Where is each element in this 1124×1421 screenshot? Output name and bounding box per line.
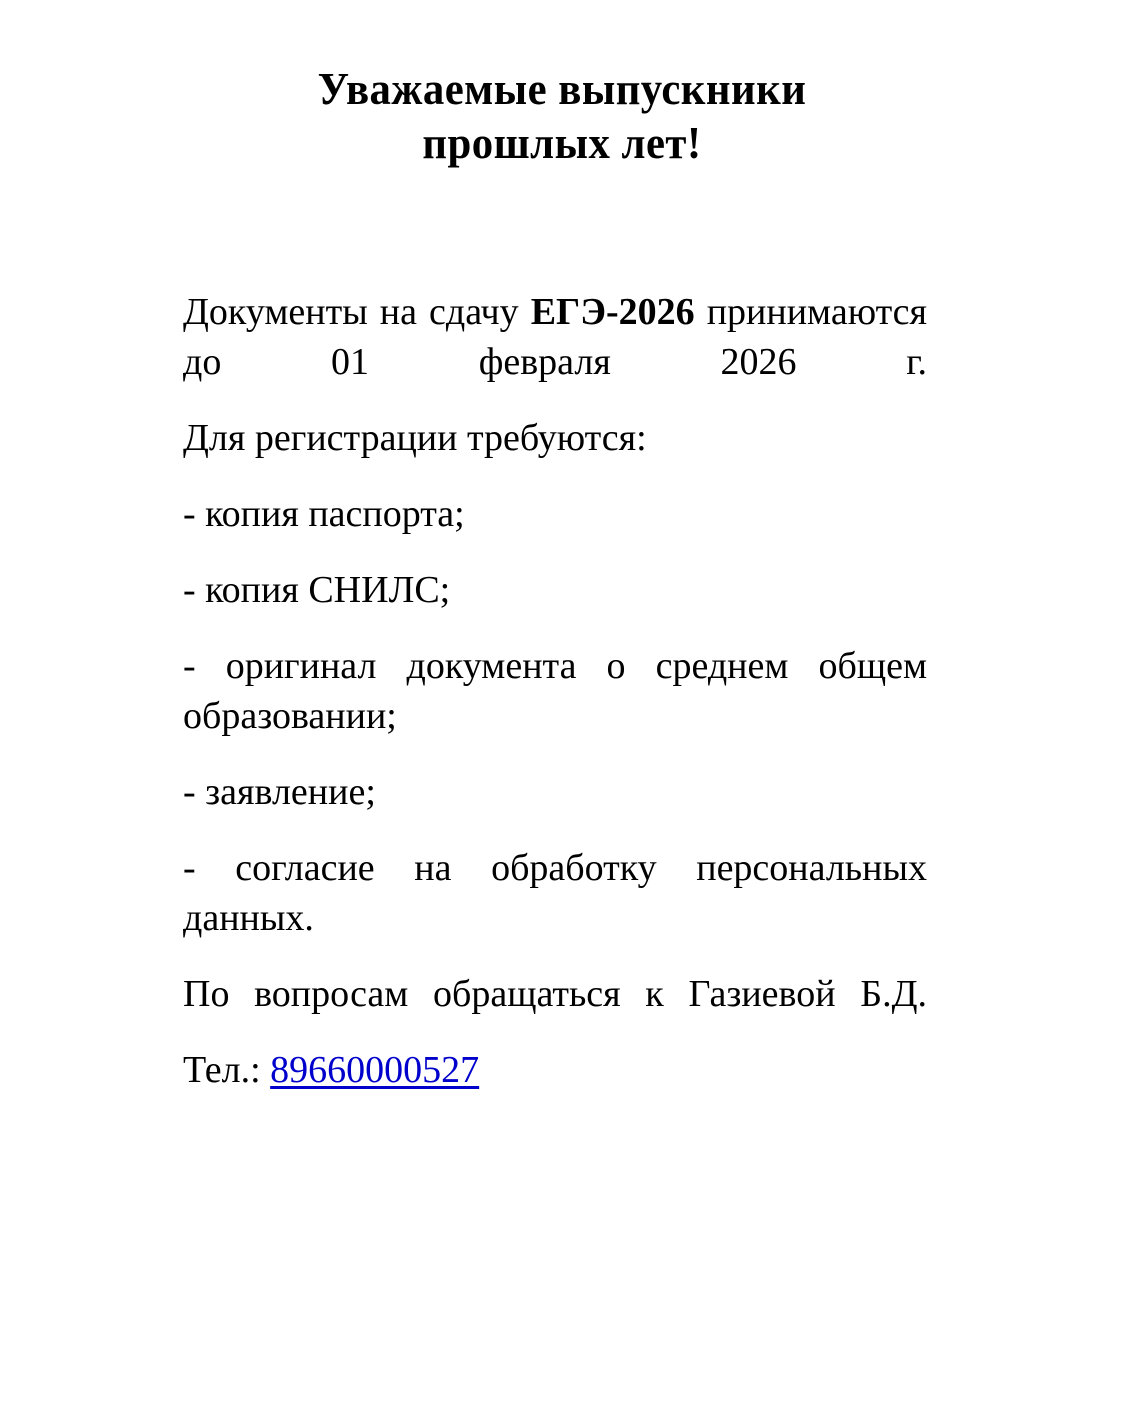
document-body (183, 287, 927, 1095)
phone-number-link[interactable]: 89660000527 (270, 1049, 480, 1091)
deadline-suffix-text: принимаются до 01 февраля 2026 г. (183, 291, 927, 383)
requirement-item-diploma: - оригинал документа о среднем общем образовании; (183, 645, 927, 737)
phone-label: Тел.: (183, 1049, 271, 1091)
exam-name-bold: ЕГЭ-2026 (530, 291, 695, 333)
page-title-line-2: прошлых лет! (422, 117, 702, 168)
requirement-item-consent: - согласие на обработку персональных данных. (183, 847, 927, 939)
requirements-heading: Для регистрации требуются: (183, 417, 647, 459)
deadline-prefix-text: Документы на сдачу (183, 291, 531, 333)
requirement-item-passport: - копия паспорта; (183, 493, 465, 535)
page-title (0, 62, 1124, 170)
phone-paragraph (183, 1045, 927, 1095)
requirement-item-snils: - копия СНИЛС; (183, 569, 451, 611)
requirement-item-application: - заявление; (183, 771, 376, 813)
contact-paragraph: По вопросам обращаться к Газиевой Б.Д. (183, 973, 927, 1015)
page-title-line-1: Уважаемые выпускники (317, 63, 807, 114)
paragraph-deadline (183, 287, 927, 387)
